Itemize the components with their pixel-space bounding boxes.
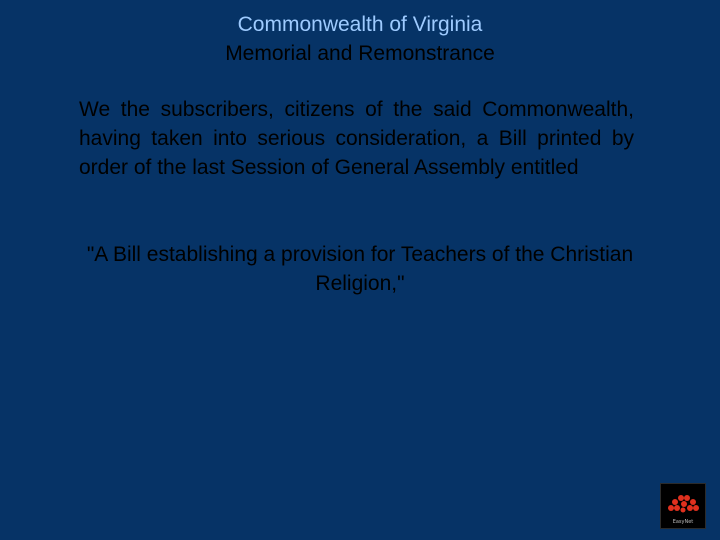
slide-title bbox=[0, 10, 720, 68]
title-line-1: Commonwealth of Virginia bbox=[237, 13, 483, 36]
body-paragraph: We the subscribers, citizens of the said Commonwealth, having taken into serious consideration, a Bill printed by order of the last Session of General Assembly entitled bbox=[79, 98, 634, 179]
bill-title-quote: "A Bill establishing a provision for Teachers of the Christian Religion," bbox=[86, 243, 634, 295]
title-line-2: Memorial and Remonstrance bbox=[225, 42, 495, 65]
dots-arch-logo-icon bbox=[661, 484, 705, 528]
corner-logo bbox=[660, 483, 706, 529]
logo-caption: EasyNet bbox=[672, 519, 694, 525]
